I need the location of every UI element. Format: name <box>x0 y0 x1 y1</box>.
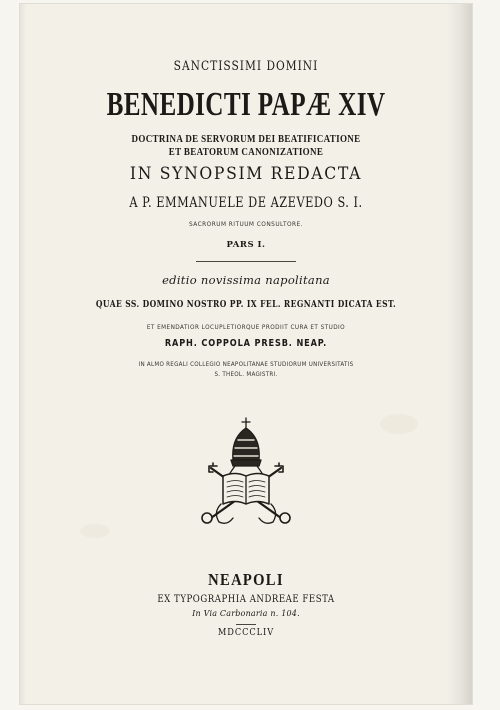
editor-name: RAPH. COPPOLA PRESB. NEAP. <box>164 338 328 349</box>
title-page <box>20 4 472 704</box>
subtitle-synopsim: IN SYNOPSIM REDACTA <box>129 164 363 184</box>
spine-shadow <box>446 4 472 704</box>
paper-stain <box>380 414 418 434</box>
imprint-address: In Via Carbonaria n. 104. <box>192 609 300 618</box>
papal-arms-icon <box>193 416 299 528</box>
dedication-line: QUAE SS. DOMINO NOSTRO PP. IX FEL. REGNANTI DICATA EST. <box>95 300 397 310</box>
editor-title: S. THEOL. MAGISTRI. <box>214 370 278 378</box>
author-role: SACRORUM RITUUM CONSULTORE. <box>188 220 304 228</box>
part-number: PARS I. <box>226 240 266 250</box>
editor-affiliation: IN ALMO REGALI COLLEGIO NEAPOLITANAE STUDIORUM UNIVERSITATIS <box>138 360 354 368</box>
imprint-printer: EX TYPOGRAPHIA ANDREAE FESTA <box>157 594 335 605</box>
edition-statement: editio novissima napolitana <box>162 273 330 287</box>
divider-rule-small <box>236 624 256 625</box>
subtitle-line-1: DOCTRINA DE SERVORUM DEI BEATIFICATIONE <box>131 133 361 145</box>
author-line: A P. EMMANUELE DE AZEVEDO S. I. <box>129 195 363 211</box>
page-edge-shadow <box>20 4 26 704</box>
subtitle-line-2: ET BEATORUM CANONIZATIONE <box>168 146 324 158</box>
imprint-city: NEAPOLI <box>208 570 284 589</box>
heading-sanctissimi: SANCTISSIMI DOMINI <box>173 59 319 74</box>
editor-intro: ET EMENDATIOR LOCUPLETIORQUE PRODIIT CURA ET STUDIO <box>146 323 346 331</box>
paper-stain <box>80 524 110 538</box>
main-title: BENEDICTI PAPÆ XIV <box>106 86 386 123</box>
divider-rule <box>196 261 296 262</box>
imprint-year: MDCCCLIV <box>217 628 275 638</box>
